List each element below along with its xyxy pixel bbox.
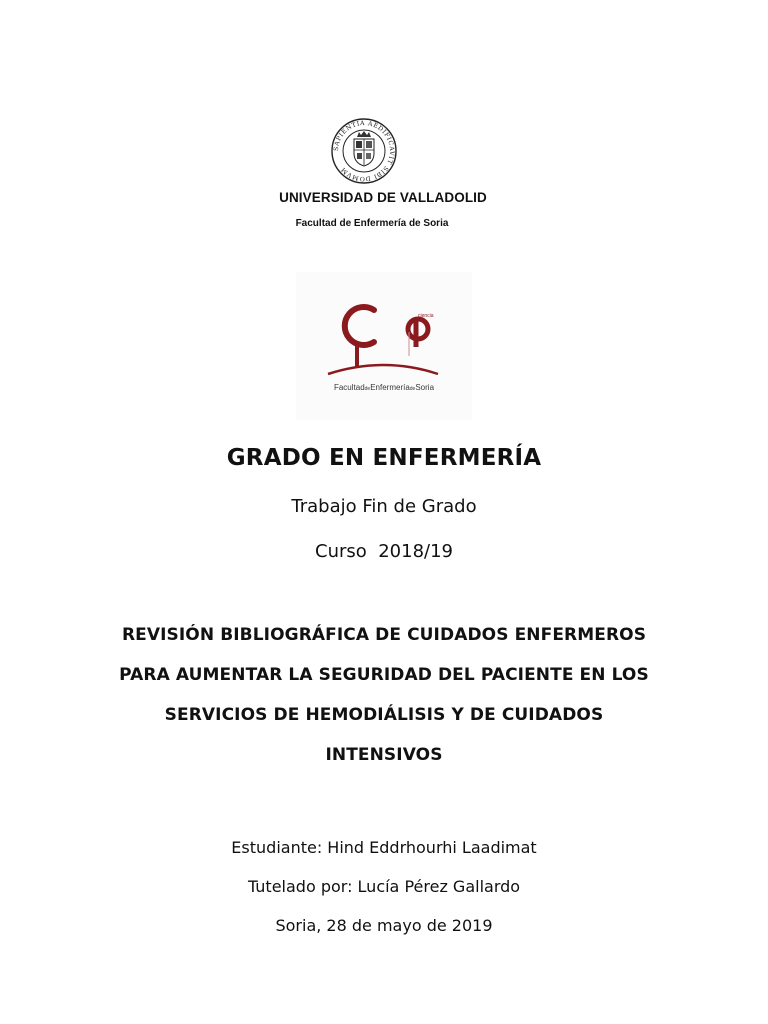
course-year: Curso 2018/19 bbox=[315, 541, 453, 562]
thesis-title-line: INTENSIVOS bbox=[325, 745, 443, 765]
place-date: Soria, 28 de mayo de 2019 bbox=[275, 916, 493, 935]
faculty-logo-icon bbox=[296, 272, 472, 420]
thesis-title-line: PARA AUMENTAR LA SEGURIDAD DEL PACIENTE EN LOS bbox=[119, 665, 649, 685]
logo-mark-text: ciencia bbox=[418, 313, 434, 319]
tutor-name: Tutelado por: Lucía Pérez Gallardo bbox=[247, 877, 521, 896]
seal-ring-text: SAPIENTIA AEDIFICAVIT SIBI DOMVM bbox=[332, 119, 396, 183]
degree-title: GRADO EN ENFERMERÍA bbox=[226, 445, 542, 471]
faculty-logo bbox=[296, 272, 472, 420]
faculty-name: Facultad de Enfermería de Soria bbox=[295, 218, 449, 229]
thesis-title-line: SERVICIOS DE HEMODIÁLISIS Y DE CUIDADOS bbox=[164, 705, 604, 725]
work-type: Trabajo Fin de Grado bbox=[291, 496, 477, 517]
thesis-title-line: REVISIÓN BIBLIOGRÁFICA DE CUIDADOS ENFERMEROS bbox=[121, 625, 647, 645]
university-seal-icon bbox=[330, 117, 398, 185]
university-name: UNIVERSIDAD DE VALLADOLID bbox=[279, 190, 487, 205]
logo-caption: FacultaddeEnfermeríadeSoria bbox=[333, 383, 435, 392]
student-name: Estudiante: Hind Eddrhourhi Laadimat bbox=[231, 838, 537, 857]
